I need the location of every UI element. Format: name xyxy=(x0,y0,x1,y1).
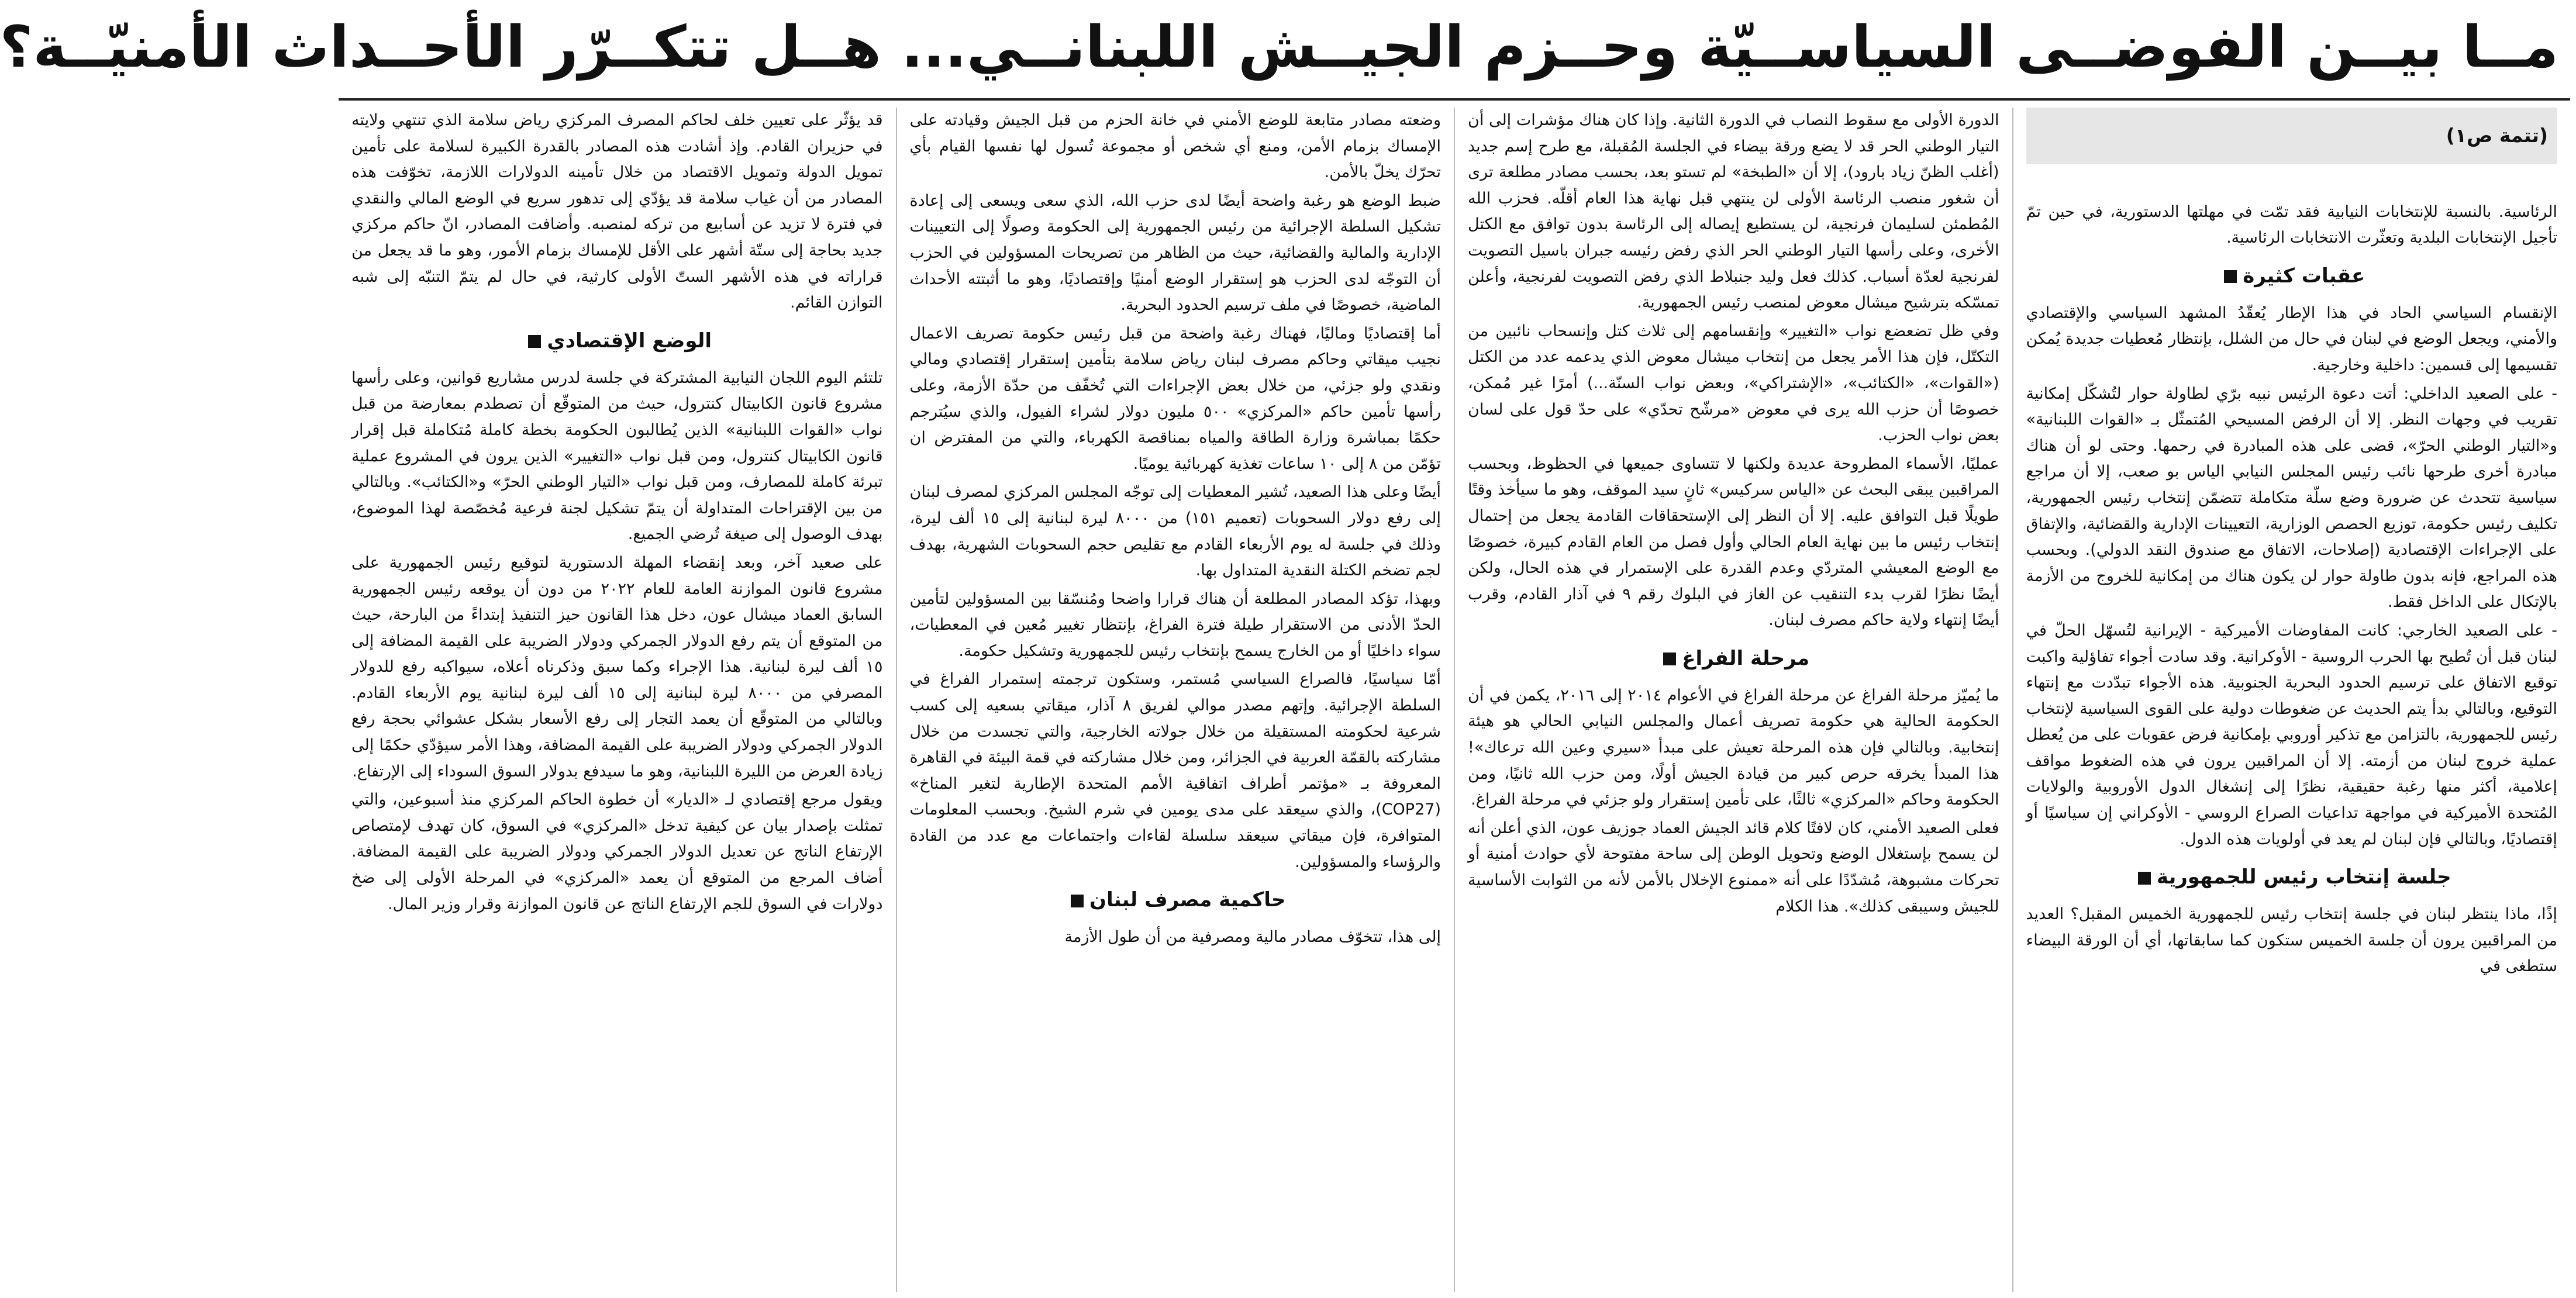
continued-from-label: (تتمة ص١) xyxy=(2026,108,2558,164)
paragraph: - على الصعيد الخارجي: كانت المفاوضات الأميركية - الإيرانية لتُسهّل الحلّ في لبنان قبل أن تُطيح بها الحرب الروسية - الأوكرانية. وقد سادت أجواء تفاؤلية واكبت توقيع الاتفاق على ترسيم الحدود البحرية الجنوبية. هذه الأجواء تبدّدت مع إنتهاء التوقيع، وبالتالي بدأ يتم الحديث عن ضغوطات دولية على القوى السياسية لإنتخاب رئيس للجمهورية، بالتزامن مع تذكير أوروبي بإمكانية فرض عقوبات على من يُعطل عملية خروج لبنان من أزمته. إلا أن المراقبين يرون في هذه الضغوط مواقف إعلامية، أكثر منها رغبة حقيقية، نظرًا إلى إنشغال الدول الأوروبية والولايات المُتحدة الأميركية في مواجهة تداعيات الصراع الروسي - الأوكراني إن سياسيًا أو إقتصاديًا، وبالتالي فإن لبنان لم يعد في أولويات هذه الدول. xyxy=(2026,621,2557,848)
paragraph: تلتئم اليوم اللجان النيابية المشتركة في جلسة لدرس مشاريع قوانين، وعلى رأسها مشروع قانون الكابيتال كنترول، حيث من المتوقّع أن تصطدم بمعارضة من قبل نواب «القوات اللبنانية» الذين يُطالبون الحكومة بخطة كاملة مُتكاملة قبل إقرار قانون الكابيتال كنترول، ومن قبل نواب «التغيير» الذين يرون في المشروع عملية تبرئة كاملة للمصارف، ومن قبل نواب «التيار الوطني الحرّ» و«الكتائب». وبالتالي من بين الإقتراحات المتداولة أن يتمّ تشكيل لجنة فرعية مُخصّصة لهذا الموضوع، بهدف الوصول إلى صيغة تُرضي الجميع. xyxy=(351,368,883,544)
square-bullet-icon xyxy=(2224,270,2237,283)
article-column-3 xyxy=(896,108,1454,1292)
article-column-4 xyxy=(339,108,896,1292)
paragraph: وبهذا، تؤكد المصادر المطلعة أن هناك قرارا واضحا ومُنسّقا بين المسؤولين لتأمين الحدّ الأدنى من الاستقرار طيلة فترة الفراغ، بإنتظار تغيير مُعين في المعطيات، سواء داخليًا أو من الخارج يسمح بإنتخاب رئيس للجمهورية وتشكيل حكومة. xyxy=(909,589,1441,660)
subheading-text: مرحلة الفراغ xyxy=(1682,646,1810,670)
subheading-text: جلسة إنتخاب رئيس للجمهورية xyxy=(2156,865,2451,889)
paragraph: على صعيد آخر، وبعد إنقضاء المهلة الدستورية لتوقيع رئيس الجمهورية على مشروع قانون الموازنة العامة للعام ٢٠٢٢ من دون أن يوقعه رئيس الجمهورية السابق العماد ميشال عون، دخل هذا القانون حيز التنفيذ إبتداءً من البارحة، حيث من المتوقع أن يتم رفع الدولار الجمركي ودولار الضريبة على القيمة المضافة إلى ١٥ ألف ليرة لبنانية. هذا الإجراء وكما سبق وذكرناه أعلاه، سيواكبه رفع للدولار المصرفي من ٨٠٠٠ ليرة لبنانية إلى ١٥ ألف ليرة لبنانية يوم الأربعاء القادم. وبالتالي من المتوقّع أن يعمد التجار إلى رفع الأسعار بشكل عشوائي بحجة رفع الدولار الجمركي ودولار الضريبة على القيمة المضافة، وهذا الأمر سيؤدّي حكمًا إلى زيادة العرض من الليرة اللبنانية، وهو ما سيدفع بدولار السوق السوداء إلى الإرتفاع. xyxy=(351,553,883,781)
paragraph: عمليًا، الأسماء المطروحة عديدة ولكنها لا تتساوى جميعها في الحظوظ، وبحسب المراقبين يبقى البحث عن «الياس سركيس» ثانٍ سيد الموقف، وهو ما سيأخذ وقتًا طويلًا قبل التوافق عليه. إلا أن النظر إلى الإستحقاقات القادمة يجعل من إحتمال إنتخاب رئيس ما بين نهاية العام الحالي وأول فصل من العام القادم كبيرة، خصوصًا مع الوضع المعيشي المتردّي وعدم القدرة على الإستمرار في هذه الحال، ولكن أيضًا نظرًا لقرب بدء التنقيب عن الغاز في البلوك رقم ٩ في آذار القادم، وقرب أيضًا إنتهاء ولاية حاكم مصرف لبنان. xyxy=(1468,454,1999,630)
paragraph: وفي ظل تضعضع نواب «التغيير» وإنقسامهم إلى ثلاث كتل وإنسحاب نائبين من التكتّل، فإن هذا الأمر يجعل من إنتخاب ميشال معوض الذي يدعمه عدد من الكتل («القوات»، «الكتائب»، «الإشتراكي»، وبعض نواب السنّة...) أمرًا غير مُمكن، خصوصًا أن حزب الله يرى في معوض «مرشّح تحدّي» على حدّ قول على لسان بعض نواب الحزب. xyxy=(1468,322,1999,445)
square-bullet-icon xyxy=(2138,872,2151,885)
square-bullet-icon xyxy=(1663,653,1676,665)
paragraph: ما يُميّز مرحلة الفراغ عن مرحلة الفراغ في الأعوام ٢٠١٤ إلى ٢٠١٦، يكمن في أن الحكومة الحالية هي حكومة تصريف أعمال والمجلس النيابي الحالي هو هيئة إنتخابية. وبالتالي فإن هذه المرحلة تعيش على مبدأ «سيري وعين الله ترعاك»! هذا المبدأ يخرقه حرص كبير من قيادة الجيش أولًا، ومن حزب الله ثانيًا، ومن الحكومة وحاكم «المركزي» ثالثًا، على تأمين إستقرار ولو جزئي في مرحلة الفراغ. xyxy=(1468,686,1999,809)
subheading-text: حاكمية مصرف لبنان xyxy=(1089,888,1286,912)
headline-divider xyxy=(339,98,2570,101)
paragraph: أمّا سياسيًا، فالصراع السياسي مُستمر، وستكون ترجمته إستمرار الفراغ في السلطة الإجرائية. وإتهم مصدر موالي لفريق ٨ آذار، ميقاتي بسعيه إلى كسب شرعية لحكومته المستقيلة من خلال جولاته الخارجية، والتي تجسدت من خلال مشاركته بالقمّة العربية في الجزائر، ومن خلال مشاركته في قمة البيئة في القاهرة المعروفة بـ «مؤتمر أطراف اتفاقية الأمم المتحدة الإطارية لتغير المناخ» (COP27)، والذي سيعقد على مدى يومين في شرم الشيخ. وبحسب المعلومات المتوافرة، فإن ميقاتي سيعقد سلسلة لقاءات واجتماعات مع عدد من القادة والرؤساء والمسؤولين. xyxy=(909,670,1441,871)
section-subheading xyxy=(2026,861,2558,893)
paragraph: - على الصعيد الداخلي: أتت دعوة الرئيس نبيه برّي لطاولة حوار لتُشكّل إمكانية تقريب في وجهات النظر. إلا أن الرفض المسيحي المُتمثّل بـ «القوات اللبنانية» و«التيار الوطني الحرّ»، قضى على هذه المبادرة في رحمها. وحتى لو أن هناك مبادرة أخرى طرحها نائب رئيس المجلس النيابي الياس بو صعب، إلا أن مراجع سياسية تتحدث عن ضرورة وضع سلّة متكاملة تتضمّن إنتخاب رئيس الجمهورية، تكليف رئيس حكومة، توزيع الحصص الوزارية، التعيينات الإدارية والقضائية، والإتفاق على الإجراءات الإقتصادية (إصلاحات، الاتفاق مع صندوق النقد الدولي). وبحسب هذه المراجع، فإنه بدون طاولة حوار لن يكون هناك من إمكانية للخروج من الأزمة بالإتكال على الداخل فقط. xyxy=(2026,384,2557,612)
article-column-2 xyxy=(1454,108,2012,1292)
square-bullet-icon xyxy=(528,335,541,348)
paragraph: الإنقسام السياسي الحاد في هذا الإطار يُعقّدُ المشهد السياسي والإقتصادي والأمني، ويجعل الوضع في لبنان في حال من الشلل، بإنتظار مُعطيات جديدة يُمكن تقسيمها إلى قسمين: داخلية وخارجية. xyxy=(2026,303,2557,374)
square-bullet-icon xyxy=(1071,895,1084,907)
subheading-text: الوضع الإقتصادي xyxy=(547,329,712,353)
page-headline: مــا بيــن الفوضــى السياســيّة وحــزم الجيــش اللبنانــي... هــل تتكــرّر الأحــداث الأمنيّــة؟ xyxy=(0,14,2558,81)
paragraph: ضبط الوضع هو رغبة واضحة أيضًا لدى حزب الله، الذي سعى ويسعى إلى إعادة تشكيل السلطة الإجرائية من رئيس الجمهورية إلى الحكومة وصولًا إلى التعيينات الإدارية والمالية والقضائية، حيث من الظاهر من تصريحات المسؤولين في الحزب أن التوجّه لدى الحزب هو إستقرار الوضع أمنيًا وإقتصاديًا، وهو ما أثبتته الأحداث الماضية، خصوصًا في ملف ترسيم الحدود البحرية. xyxy=(909,191,1441,315)
paragraph: ويقول مرجع إقتصادي لـ «الديار» أن خطوة الحاكم المركزي منذ أسبوعين، والتي تمثلت بإصدار بيان عن كيفية تدخل «المركزي» في السوق، كان تهدف لإمتصاص الإرتفاع الناتج عن تعديل الدولار الجمركي ودولار الضريبة على القيمة المضافة. أضاف المرجع من المتوقع أن يعمد «المركزي» في المرحلة الأولى إلى ضخ دولارات في السوق للجم الإرتفاع الناتج عن قانون الموازنة وقرار وزير المال. xyxy=(351,790,883,913)
section-subheading xyxy=(1468,642,1999,675)
article-column-1 xyxy=(2012,108,2571,1292)
paragraph: الدورة الأولى مع سقوط النصاب في الدورة الثانية. وإذا كان هناك مؤشرات إلى أن التيار الوطني الحر قد لا يضع ورقة بيضاء في الجلسة المُقبلة، مع طرح إسم جديد (أغلب الظنّ زياد بارود)، إلا أن «الطبخة» لم تستو بعد، بحسب مصادر مطلعة ترى أن شغور منصب الرئاسة الأولى لن ينتهي قبل نهاية هذا العام أقلّه. فحزب الله المُطمئن لسليمان فرنجية، لن يستطيع إيصاله إلى الرئاسة بدون توافق مع الكتل الأخرى، وعلى رأسها التيار الوطني الحر الذي رفض رئيسه جبران باسيل التصويت لفرنجية لعدّة أسباب. كذلك فعل وليد جنبلاط الذي رفض التصويت لفرنجية، وأعلن تمسّكه بترشيح ميشال معوض لمنصب رئيس الجمهورية. xyxy=(1468,111,1999,312)
section-subheading xyxy=(910,883,1442,916)
article-columns xyxy=(339,108,2570,1292)
paragraph: الرئاسية. بالنسبة للإنتخابات النيابية فقد تمّت في مهلتها الدستورية، في حين تمّ تأجيل الإنتخابات البلدية وتعثّرت الانتخابات الرئاسية. xyxy=(2026,202,2557,247)
paragraph: أما إقتصاديًا وماليًا، فهناك رغبة واضحة من قبل رئيس حكومة تصريف الاعمال نجيب ميقاتي وحاكم مصرف لبنان رياض سلامة بتأمين إستقرار إقتصادي ومالي ونقدي ولو جزئي، من خلال بعض الإجراءات التي تُخفّف من حدّة الأزمة، وعلى رأسها تأمين حاكم «المركزي» ٥٠٠ مليون دولار لشراء الفيول، والذي سيُترجم حكمًا بمباشرة وزارة الطاقة والمياه بمناقصة الكهرباء، والتي من المفترض ان تؤمّن من ٨ إلى ١٠ ساعات تغذية كهربائية يوميًا. xyxy=(909,324,1442,473)
paragraph: إذًا، ماذا ينتظر لبنان في جلسة إنتخاب رئيس للجمهورية الخميس المقبل؟ العديد من المراقبين يرون أن جلسة الخميس ستكون كما سابقاتها، أي أن الورقة البيضاء ستطغى في xyxy=(2026,905,2557,976)
paragraph: أيضًا وعلى هذا الصعيد، تُشير المعطيات إلى توجّه المجلس المركزي لمصرف لبنان إلى رفع دولار السحوبات (تعميم ١٥١) من ٨٠٠٠ ليرة لبنانية إلى ١٥ ألف ليرة، وذلك في جلسة له يوم الأربعاء القادم مع تقليص حجم السحوبات الشهرية، بهدف لجم تضخم الكتلة النقدية المتداول بها. xyxy=(909,483,1441,580)
section-subheading xyxy=(2026,260,2558,292)
paragraph: فعلى الصعيد الأمني، كان لافتًا كلام قائد الجيش العماد جوزيف عون، الذي أعلن أنه لن يسمح بإستغلال الوضع وتحويل الوطن إلى ساحة مفتوحة لأي حوادث أمنية أو تحركات مشبوهة، مُشدّدًا على أنه «ممنوع الإخلال بالأمن لأنه من الثوابت الأساسية للجيش وسيبقى كذلك». هذا الكلام xyxy=(1468,819,1999,916)
paragraph: إلى هذا، تتخوّف مصادر مالية ومصرفية من أن طول الأزمة xyxy=(1064,928,1441,947)
paragraph: قد يؤثّر على تعيين خلف لحاكم المصرف المركزي رياض سلامة الذي تنتهي ولايته في حزيران القادم. وإذ أشادت هذه المصادر بالقدرة الكبيرة لسلامة على تأمين تمويل الدولة وتمويل الاقتصاد من خلال تأمينه الدولارات اللازمة، تخوّفت هذه المصادر من أن غياب سلامة قد يؤدّي إلى تدهور سريع في الوضع المالي والنقدي في فترة لا تزيد عن أسابيع من تركه لمنصبه. وأضافت المصادر، انّ حاكم مركزي جديد بحاجة إلى ستّة أشهر على الأقل للإمساك بزمام الأمور، وهو ما قد يجعل من قراراته في هذه الأشهر الستّ الأولى كارثية، في حال لم يتمّ التنبّه إلى شبه التوازن القائم. xyxy=(351,111,883,312)
subheading-text: عقبات كثيرة xyxy=(2243,264,2365,288)
section-subheading xyxy=(351,324,883,357)
paragraph: وضعته مصادر متابعة للوضع الأمني في خانة الحزم من قبل الجيش وقيادته على الإمساك بزمام الأمن، ومنع أي شخص أو مجموعة تُسول لها نفسها القيام بأي تحرّك يخلّ بالأمن. xyxy=(909,111,1441,182)
